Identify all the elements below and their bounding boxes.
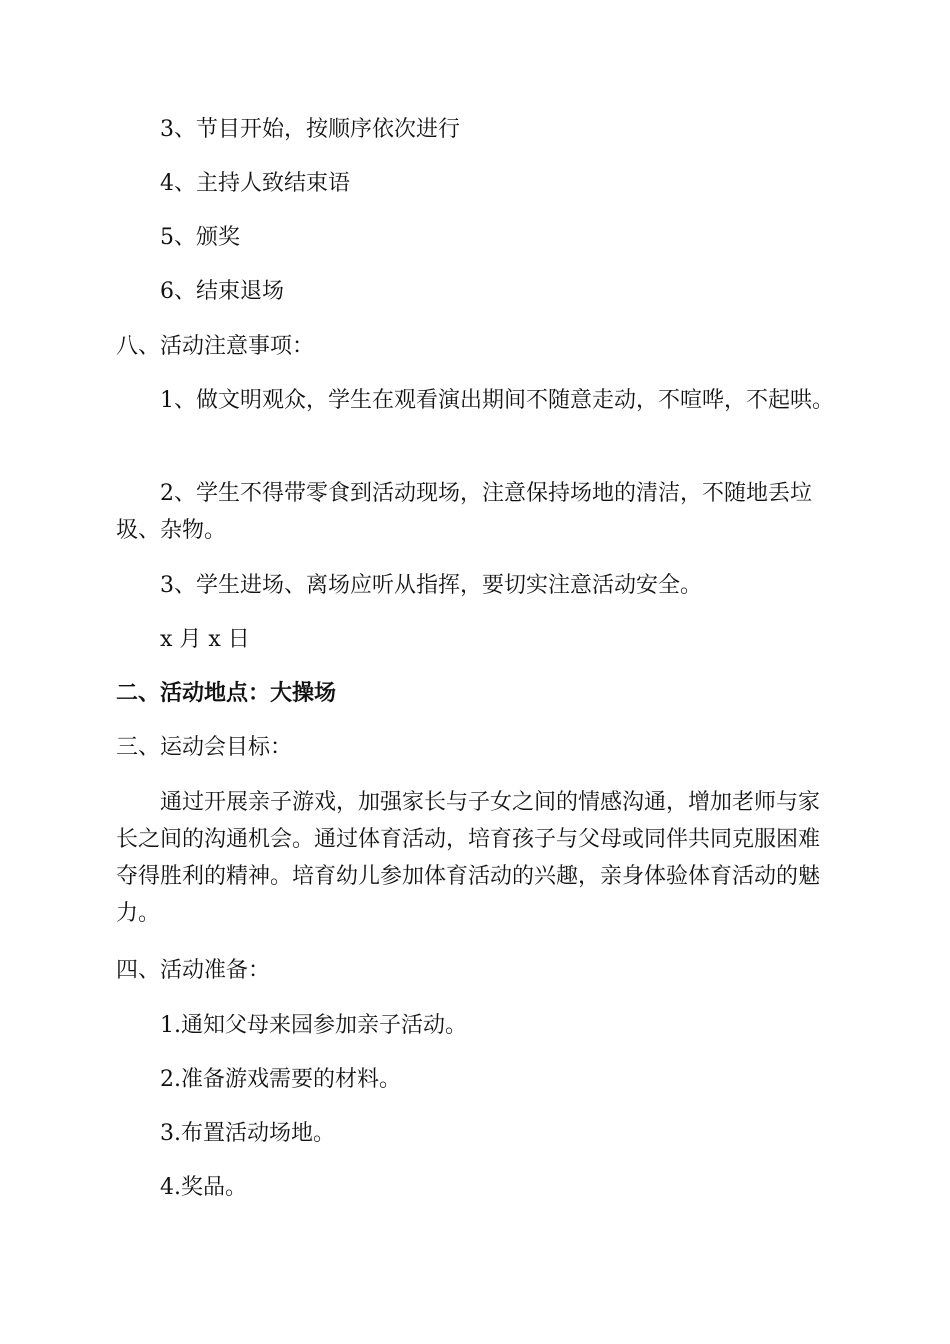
program-step-3: 3、节目开始，按顺序依次进行 [160,117,460,142]
section-heading-goals: 三、运动会目标： [116,735,293,760]
section-heading-location: 二、活动地点：大操场 [116,681,337,706]
program-step-5: 5、颁奖 [160,225,240,250]
note-item-3: 3、学生进场、离场应听从指挥，要切实注意活动安全。 [160,573,702,598]
prep-item-1: 1.通知父母来园参加亲子活动。 [160,1013,467,1038]
goals-paragraph: 通过开展亲子游戏，加强家长与子女之间的情感沟通，增加老师与家长之间的沟通机会。通过体育活动，培育孩子与父母或同伴共同克服困难夺得胜利的精神。培育幼儿参加体育活动的兴趣，亲身体验体育活动的魅力。 [116,790,821,926]
program-step-4: 4、主持人致结束语 [160,171,350,196]
section-heading-preparation: 四、活动准备： [116,958,271,983]
prep-item-4: 4.奖品。 [160,1175,247,1200]
date-line: x 月 x 日 [160,627,250,652]
note-item-1: 1、做文明观众，学生在观看演出期间不随意走动，不喧哗，不起哄。 [160,388,834,413]
program-step-6: 6、结束退场 [160,279,284,304]
prep-item-2: 2.准备游戏需要的材料。 [160,1067,401,1092]
prep-item-3: 3.布置活动场地。 [160,1121,335,1146]
note-item-2: 2、学生不得带零食到活动现场，注意保持场地的清洁，不随地丢垃圾、杂物。 [116,481,812,543]
section-heading-notes: 八、活动注意事项： [116,334,315,359]
